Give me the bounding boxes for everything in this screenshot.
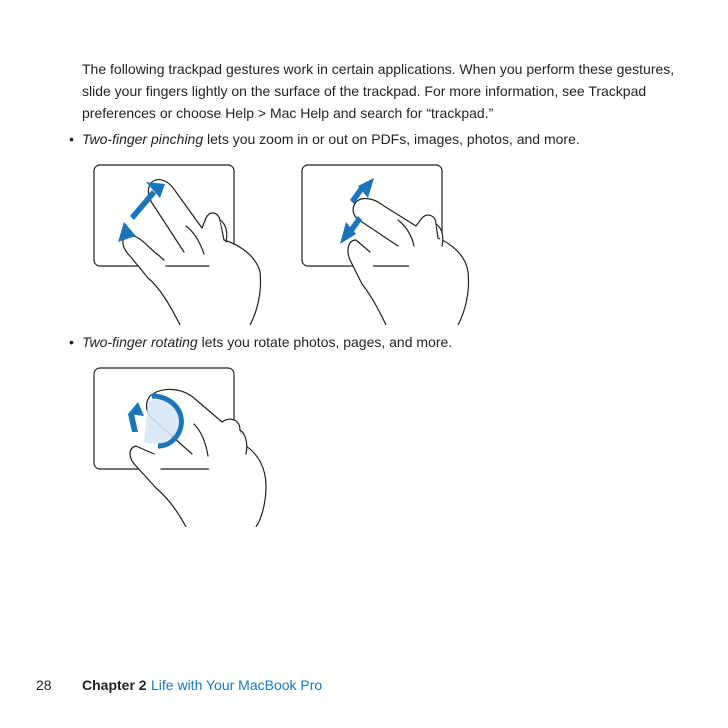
rotate-gesture-icon — [90, 362, 280, 527]
bullet-pinching — [69, 129, 580, 149]
bullet-description: lets you zoom in or out on PDFs, images, photos, and more. — [203, 131, 580, 147]
page-number: 28 — [36, 677, 52, 693]
bullet-term: Two-finger rotating — [82, 334, 198, 350]
pinch-in-gesture-icon — [298, 160, 478, 325]
bullet-description: lets you rotate photos, pages, and more. — [197, 334, 453, 350]
pinch-out-gesture-icon — [90, 160, 270, 325]
bullet-rotating — [69, 332, 452, 352]
bullet-symbol: • — [69, 334, 74, 350]
bullet-term: Two-finger pinching — [82, 131, 204, 147]
bullet-symbol: • — [69, 131, 74, 147]
chapter-label: Chapter 2 — [82, 677, 147, 693]
chapter-title: Life with Your MacBook Pro — [151, 677, 323, 693]
intro-paragraph: The following trackpad gestures work in certain applications. When you perform these gestures, slide your fingers lightly on the surface of the trackpad. For more information, see Trackpad preferences or choose Help > Mac Help and search for “trackpad.” — [82, 61, 675, 121]
